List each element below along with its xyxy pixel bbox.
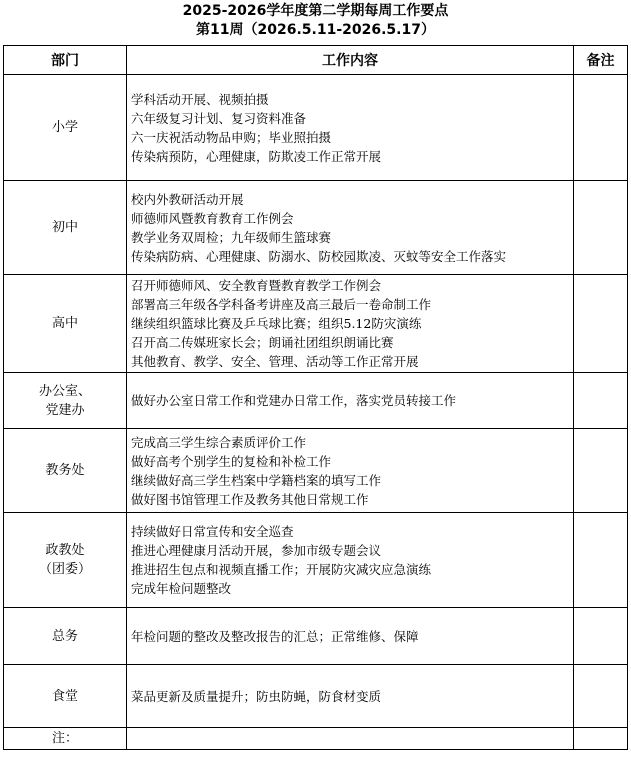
table-row [4,181,628,275]
content-cell [127,275,574,373]
work-item: 师德师风暨教育教育工作例会 [131,210,294,226]
content-cell [127,429,574,513]
table-row [4,429,628,513]
header-dept: 部门 [4,46,127,75]
table-row [4,608,628,665]
work-item: 部署高三年级各学科备考讲座及高三最后一卷命制工作 [131,297,432,312]
work-item: 其他教育、教学、安全、管理、活动等工作正常开展 [131,354,419,369]
work-item: 六一庆祝活动物品申购；毕业照拍摄 [131,129,332,145]
dept-cell [4,608,127,665]
dept-name: 办公室、 [38,383,91,399]
work-item: 学科活动开展、视频拍摄 [131,91,269,107]
table-row [4,275,628,373]
work-item: 六年级复习计划、复习资料准备 [131,110,307,126]
work-item: 做好办公室日常工作和党建办日常工作，落实党员转接工作 [131,393,457,408]
dept-name: 教务处 [45,463,85,478]
dept-name: 政教处 [45,543,85,558]
note-cell [574,728,628,750]
table-header-row [4,46,628,75]
content-cell [127,608,574,665]
dept-name: （团委） [38,562,91,577]
dept-cell [4,275,127,373]
work-item: 校内外教研活动开展 [131,191,244,207]
note-cell [574,513,628,608]
work-item: 推进招生包点和视频直播工作；开展防灾减灾应急演练 [131,562,432,577]
note-cell [574,275,628,373]
dept-name: 食堂 [51,688,78,704]
dept-cell [4,665,127,728]
page-title: 2025-2026学年度第二学期每周工作要点 [182,3,449,19]
note-cell [574,608,628,665]
content-cell [127,728,574,750]
dept-cell [4,373,127,429]
dept-name: 高中 [51,316,78,331]
note-cell [574,429,628,513]
page-subtitle: 第11周（2026.5.11-2026.5.17） [196,22,435,38]
dept-cell [4,75,127,181]
work-item: 做好高考个别学生的复检和补检工作 [131,453,332,469]
note-cell [574,75,628,181]
work-item: 召开师德师风、安全教育暨教育教学工作例会 [131,278,382,293]
dept-cell [4,728,127,750]
content-cell [127,181,574,275]
weekly-work-table [3,45,628,750]
table-row [4,75,628,181]
table-row [4,373,628,429]
dept-cell [4,429,127,513]
dept-name: 总务 [51,628,78,644]
work-item: 传染病防病、心理健康、防溺水、防校园欺凌、灭蚊等安全工作落实 [131,248,507,264]
note-cell [574,373,628,429]
work-item: 年检问题的整改及整改报告的汇总；正常维修、保障 [131,628,419,644]
content-cell [127,513,574,608]
note-cell [574,181,628,275]
note-cell [574,665,628,728]
content-cell [127,75,574,181]
dept-name: 党建办 [45,402,85,418]
dept-name: 初中 [51,220,78,235]
dept-cell [4,181,127,275]
dept-cell [4,513,127,608]
content-cell [127,373,574,429]
work-item: 推进心理健康月活动开展，参加市级专题会议 [131,543,382,558]
table-row [4,513,628,608]
table-row [4,665,628,728]
work-item: 继续组织篮球比赛及乒乓球比赛；组织5.12防灾演练 [131,316,422,331]
header-content: 工作内容 [127,46,574,75]
content-cell [127,665,574,728]
work-item: 完成年检问题整改 [131,581,232,596]
work-item: 召开高二传媒班家长会；朗诵社团组织朗诵比赛 [131,335,394,350]
work-item: 完成高三学生综合素质评价工作 [131,434,307,450]
work-item: 做好图书馆管理工作及教务其他日常规工作 [131,491,369,507]
header-note: 备注 [574,46,628,75]
table-row [4,728,628,750]
work-item: 传染病预防，心理健康，防欺凌工作正常开展 [131,148,382,164]
work-item: 菜品更新及质量提升；防虫防蝇，防食材变质 [131,688,382,704]
work-item: 持续做好日常宣传和安全巡查 [131,524,294,539]
dept-name: 小学 [51,120,78,135]
work-item: 教学业务双周检；九年级师生篮球赛 [131,229,332,245]
dept-name: 注： [51,730,78,746]
work-item: 继续做好高三学生档案中学籍档案的填写工作 [131,472,382,488]
